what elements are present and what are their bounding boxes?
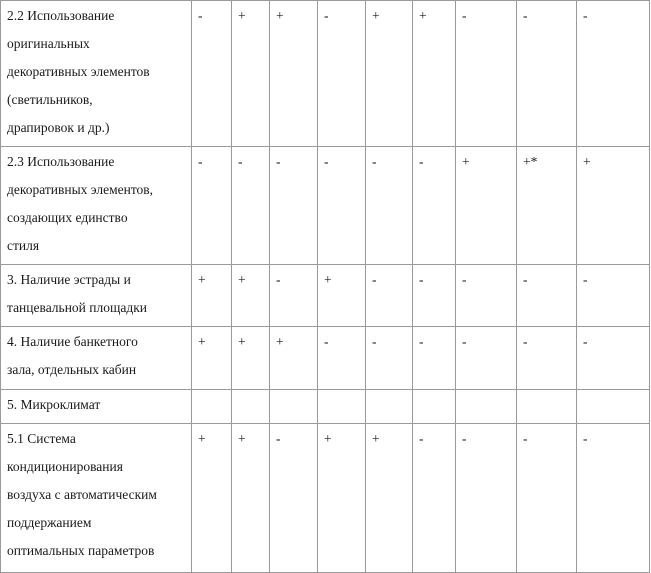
mark-cell: - [456, 327, 517, 390]
row-label-line: танцевальной площадки [7, 300, 148, 315]
mark-cell: + [318, 424, 366, 573]
mark-cell: + [192, 265, 232, 327]
mark-cell: - [318, 147, 366, 265]
mark-cell: - [517, 327, 577, 390]
mark-cell: - [413, 327, 456, 390]
mark-cell: - [366, 265, 413, 327]
mark-cell: - [270, 424, 318, 573]
row-label [1, 327, 192, 390]
mark-cell: + [270, 1, 318, 147]
mark-cell [192, 390, 232, 424]
row-label-line: декоративных элементов, [7, 182, 154, 197]
mark-cell: + [232, 1, 270, 147]
row-label-line: оптимальных параметров [7, 543, 155, 558]
row-label-line: 4. Наличие банкетного [7, 334, 138, 349]
row-label-line: 5. Микроклимат [7, 397, 101, 412]
mark-cell: + [366, 424, 413, 573]
row-label-line: 2.2 Использование [7, 8, 115, 23]
mark-cell: + [232, 327, 270, 390]
mark-cell: - [577, 1, 650, 147]
mark-cell: +* [517, 147, 577, 265]
mark-cell: + [232, 265, 270, 327]
table-row [1, 1, 650, 147]
mark-cell: - [366, 327, 413, 390]
row-label [1, 1, 192, 147]
mark-cell: - [577, 424, 650, 573]
mark-cell: - [456, 1, 517, 147]
row-label-line: создающих единство [7, 210, 128, 225]
mark-cell [413, 390, 456, 424]
mark-cell: + [232, 424, 270, 573]
mark-cell: + [192, 327, 232, 390]
mark-cell: - [517, 265, 577, 327]
table-row [1, 390, 650, 424]
mark-cell: - [318, 327, 366, 390]
mark-cell: - [270, 265, 318, 327]
mark-cell: - [366, 147, 413, 265]
row-label-line: 2.3 Использование [7, 154, 115, 169]
mark-cell [366, 390, 413, 424]
row-label-line: зала, отдельных кабин [7, 362, 137, 377]
mark-cell: - [413, 424, 456, 573]
mark-cell [318, 390, 366, 424]
mark-cell [456, 390, 517, 424]
mark-cell: + [456, 147, 517, 265]
mark-cell [577, 390, 650, 424]
row-label-line: (светильников, [7, 92, 93, 107]
mark-cell: - [517, 424, 577, 573]
mark-cell: - [456, 265, 517, 327]
mark-cell: + [577, 147, 650, 265]
mark-cell: + [318, 265, 366, 327]
mark-cell: + [413, 1, 456, 147]
row-label [1, 390, 192, 424]
row-label [1, 147, 192, 265]
mark-cell: - [413, 147, 456, 265]
table-row [1, 327, 650, 390]
mark-cell: - [413, 265, 456, 327]
mark-cell [232, 390, 270, 424]
mark-cell: - [192, 147, 232, 265]
row-label [1, 265, 192, 327]
mark-cell: + [192, 424, 232, 573]
mark-cell: - [192, 1, 232, 147]
mark-cell: - [577, 327, 650, 390]
row-label-line: 3. Наличие эстрады и [7, 272, 131, 287]
table-row [1, 424, 650, 573]
mark-cell [270, 390, 318, 424]
row-label-line: 5.1 Система [7, 431, 76, 446]
mark-cell: - [232, 147, 270, 265]
row-label-line: декоративных элементов [7, 64, 150, 79]
mark-cell: - [456, 424, 517, 573]
mark-cell: - [270, 147, 318, 265]
mark-cell [517, 390, 577, 424]
row-label-line: оригинальных [7, 36, 90, 51]
mark-cell: + [366, 1, 413, 147]
mark-cell: + [270, 327, 318, 390]
row-label-line: драпировок и др.) [7, 120, 110, 135]
row-label-line: воздуха с автоматическим [7, 487, 157, 502]
row-label-line: стиля [7, 238, 40, 253]
row-label [1, 424, 192, 573]
mark-cell: - [517, 1, 577, 147]
row-label-line: поддержанием [7, 515, 92, 530]
mark-cell: - [577, 265, 650, 327]
table-row [1, 147, 650, 265]
mark-cell: - [318, 1, 366, 147]
row-label-line: кондиционирования [7, 459, 123, 474]
table-row [1, 265, 650, 327]
